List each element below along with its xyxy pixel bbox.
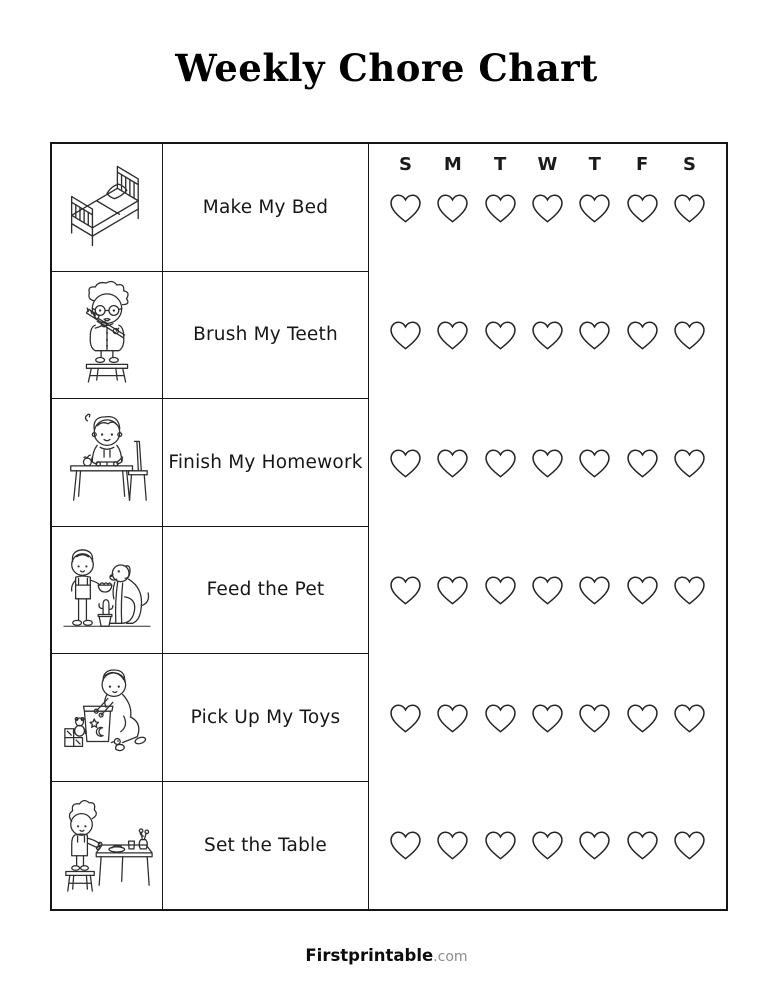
day-header-row <box>369 154 726 175</box>
heart-checkbox[interactable] <box>482 828 519 862</box>
chore-label: Finish My Homework <box>163 399 369 527</box>
hearts-row-pick-up-my-toys <box>369 654 726 782</box>
heart-checkbox[interactable] <box>671 828 708 862</box>
heart-checkbox[interactable] <box>387 191 424 225</box>
heart-checkbox[interactable] <box>482 701 519 735</box>
heart-checkbox[interactable] <box>529 191 566 225</box>
chore-label: Brush My Teeth <box>163 272 369 400</box>
heart-checkbox[interactable] <box>671 318 708 352</box>
chore-icon-cell <box>52 527 163 655</box>
day-label-tuesday: T <box>494 154 507 175</box>
heart-checkbox[interactable] <box>671 191 708 225</box>
child-homework-desk-icon <box>58 406 156 518</box>
child-setting-table-icon <box>58 789 156 901</box>
heart-checkbox[interactable] <box>434 446 471 480</box>
heart-checkbox[interactable] <box>482 318 519 352</box>
chore-label: Make My Bed <box>163 144 369 272</box>
chore-icon-cell <box>52 654 163 782</box>
day-label-saturday: S <box>682 154 696 175</box>
child-feeding-dog-icon <box>58 534 156 646</box>
chore-table <box>50 142 728 911</box>
heart-checkbox[interactable] <box>529 446 566 480</box>
heart-checkbox[interactable] <box>576 446 613 480</box>
child-picking-up-toys-icon <box>58 661 156 773</box>
day-label-friday: F <box>635 154 649 175</box>
heart-checkbox[interactable] <box>387 573 424 607</box>
footer <box>0 946 773 965</box>
heart-checkbox[interactable] <box>482 573 519 607</box>
day-label-monday: M <box>443 154 462 175</box>
heart-checkbox[interactable] <box>529 701 566 735</box>
chore-icon-cell <box>52 782 163 910</box>
hearts-row-feed-the-pet <box>369 527 726 655</box>
heart-checkbox[interactable] <box>434 573 471 607</box>
day-label-thursday: T <box>588 154 601 175</box>
heart-checkbox[interactable] <box>434 318 471 352</box>
chore-icon-cell <box>52 144 163 272</box>
heart-checkbox[interactable] <box>529 573 566 607</box>
heart-checkbox[interactable] <box>387 318 424 352</box>
heart-checkbox[interactable] <box>434 828 471 862</box>
heart-checkbox[interactable] <box>387 828 424 862</box>
day-label-wednesday: W <box>537 154 558 175</box>
heart-checkbox[interactable] <box>624 828 661 862</box>
chore-icon-cell <box>52 399 163 527</box>
heart-checkbox[interactable] <box>482 191 519 225</box>
heart-checkbox[interactable] <box>576 573 613 607</box>
heart-checkbox[interactable] <box>576 828 613 862</box>
heart-checkbox[interactable] <box>624 446 661 480</box>
heart-checkbox[interactable] <box>529 318 566 352</box>
child-brushing-teeth-icon <box>58 279 156 391</box>
heart-checkbox[interactable] <box>624 701 661 735</box>
chore-label: Pick Up My Toys <box>163 654 369 782</box>
heart-checkbox[interactable] <box>387 446 424 480</box>
heart-checkbox[interactable] <box>671 701 708 735</box>
footer-brand-name: Firstprintable <box>305 946 434 965</box>
chore-icon-cell <box>52 272 163 400</box>
heart-checkbox[interactable] <box>434 701 471 735</box>
heart-checkbox[interactable] <box>671 573 708 607</box>
page-title: Weekly Chore Chart <box>175 46 598 90</box>
heart-checkbox[interactable] <box>576 701 613 735</box>
chore-label: Set the Table <box>163 782 369 910</box>
heart-checkbox[interactable] <box>482 446 519 480</box>
heart-checkbox[interactable] <box>624 318 661 352</box>
heart-checkbox[interactable] <box>576 318 613 352</box>
heart-checkbox[interactable] <box>434 191 471 225</box>
hearts-row-brush-my-teeth <box>369 272 726 400</box>
hearts-row-finish-my-homework <box>369 399 726 527</box>
heart-checkbox[interactable] <box>576 191 613 225</box>
heart-checkbox[interactable] <box>529 828 566 862</box>
day-label-sunday: S <box>399 154 412 175</box>
tracking-column <box>369 144 726 909</box>
bed-icon <box>55 155 159 259</box>
chore-label: Feed the Pet <box>163 527 369 655</box>
heart-checkbox[interactable] <box>387 701 424 735</box>
heart-checkbox[interactable] <box>624 191 661 225</box>
footer-brand-suffix: .com <box>433 949 468 965</box>
heart-checkbox[interactable] <box>671 446 708 480</box>
hearts-row-set-the-table <box>369 782 726 910</box>
heart-checkbox[interactable] <box>624 573 661 607</box>
